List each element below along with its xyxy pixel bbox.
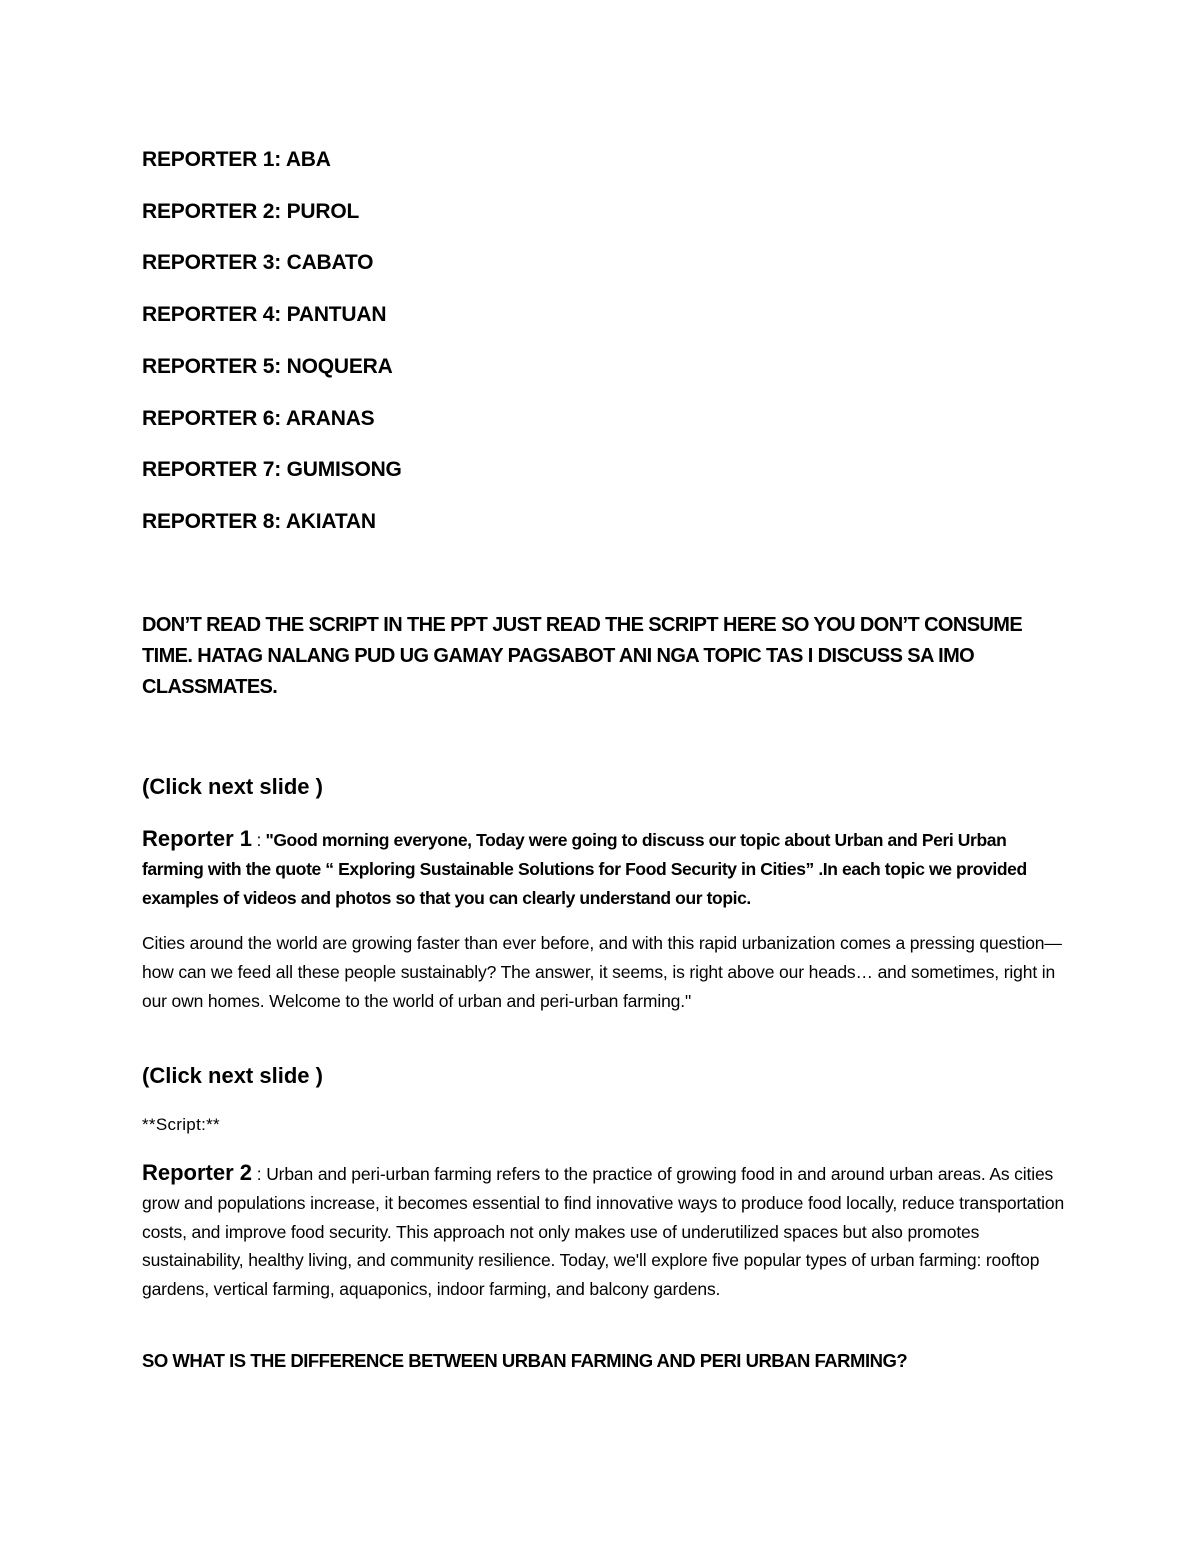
script-label: **Script:** (142, 1115, 220, 1134)
reporter-1-intro (142, 825, 1072, 912)
click-next-slide-2: (Click next slide ) (142, 1063, 323, 1088)
reporter-2-paragraph (142, 1159, 1072, 1304)
reporter-line-7: REPORTER 7: GUMISONG (142, 458, 402, 481)
reporter-line-3: REPORTER 3: CABATO (142, 251, 374, 274)
reporter-line-1: REPORTER 1: ABA (142, 148, 331, 171)
reporter-line-8: REPORTER 8: AKIATAN (142, 510, 376, 533)
reporter-2-text: Urban and peri-urban farming refers to the practice of growing food in and around urban areas. As cities grow and populations increase, it becomes essential to find innovative ways to produce food locally, reduce transportation costs, and improve food security. This approach not only makes use of underutilized spaces but also promotes sustainability, healthy living, and community resilience. Today, we'll explore five popular types of urban farming: rooftop gardens, vertical farming, aquaponics, indoor farming, and balcony gardens. (142, 1164, 1065, 1300)
reporter-line-5: REPORTER 5: NOQUERA (142, 355, 393, 378)
document-page (142, 0, 1072, 1553)
speaker-separator: : (252, 1164, 267, 1184)
speaker-separator: : (252, 830, 266, 850)
reporter-line-4: REPORTER 4: PANTUAN (142, 303, 387, 326)
click-next-slide-1: (Click next slide ) (142, 774, 323, 799)
speaker-label: Reporter 2 (142, 1160, 253, 1185)
reporter-line-6: REPORTER 6: ARANAS (142, 407, 375, 430)
reporter-line-2: REPORTER 2: PUROL (142, 200, 360, 223)
difference-question: SO WHAT IS THE DIFFERENCE BETWEEN URBAN FARMING AND PERI URBAN FARMING? (142, 1350, 908, 1371)
speaker-label: Reporter 1 (142, 826, 253, 851)
script-notice: DON’T READ THE SCRIPT IN THE PPT JUST READ THE SCRIPT HERE SO YOU DON’T CONSUME TIME. HATAG NALANG PUD UG GAMAY PAGSABOT ANI NGA TOPIC TAS I DISCUSS SA IMO CLASSMATES. (142, 614, 1023, 698)
intro-text: "Good morning everyone, Today were going to discuss our topic about Urban and Peri Urban farming with the quote “ Exploring Sustainable Solutions for Food Security in Cities” .In each topic we provided examples of videos and photos so that you can clearly understand our topic. (142, 830, 1027, 908)
reporter-1-paragraph: Cities around the world are growing faster than ever before, and with this rapid urbanization comes a pressing question—how can we feed all these people sustainably? The answer, it seems, is right above our heads… and sometimes, right in our own homes. Welcome to the world of urban and peri-urban farming." (142, 933, 1062, 1011)
